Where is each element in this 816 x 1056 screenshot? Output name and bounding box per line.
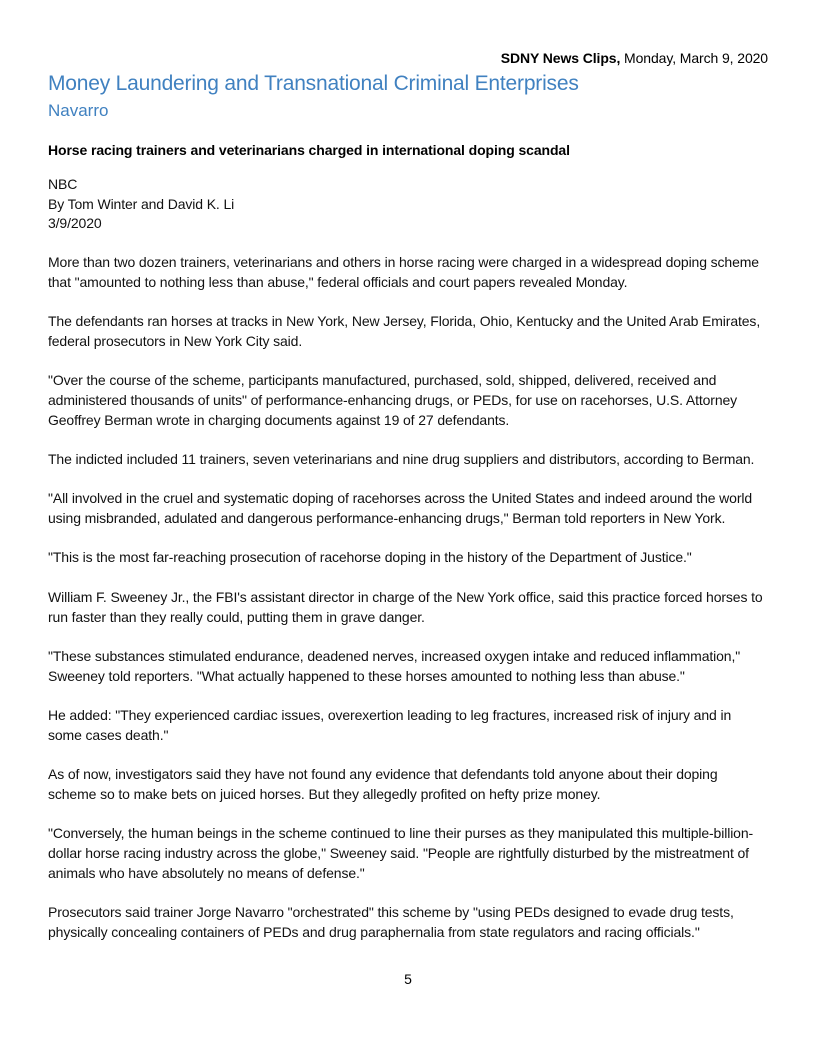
section-subtitle: Navarro	[48, 101, 109, 120]
page-footer	[0, 971, 816, 987]
article-paragraph: "Over the course of the scheme, participants manufactured, purchased, sold, shipped, delivered, received and administered thousands of units" of performance-enhancing drugs, or PEDs, for use on racehorses, U.S. Attorney Geoffrey Berman wrote in charging documents against 19 of 27 defendants.	[48, 372, 738, 428]
article-meta	[48, 175, 768, 234]
article-paragraph: The indicted included 11 trainers, seven veterinarians and nine drug suppliers and distributors, according to Berman.	[48, 450, 755, 467]
article-paragraph: "This is the most far-reaching prosecution of racehorse doping in the history of the Department of Justice."	[48, 549, 692, 566]
article-paragraph: Prosecutors said trainer Jorge Navarro "orchestrated" this scheme by "using PEDs designed to evade drug tests, physically concealing containers of PEDs and drug paraphernalia from state regulators and racing officials."	[48, 904, 734, 940]
article-paragraph: As of now, investigators said they have not found any evidence that defendants told anyone about their doping scheme so to make bets on juiced horses. But they allegedly profited on hefty prize money.	[48, 766, 718, 802]
document-content	[48, 0, 768, 962]
page-number: 5	[404, 971, 412, 987]
article-paragraph: William F. Sweeney Jr., the FBI's assistant director in charge of the New York office, said this practice forced horses to run faster than they really could, putting them in grave danger.	[48, 588, 763, 625]
article-paragraph: He added: "They experienced cardiac issues, overexertion leading to leg fractures, increased risk of injury and in some cases death."	[48, 707, 732, 743]
article-paragraph: More than two dozen trainers, veterinarians and others in horse racing were charged in a widespread doping scheme that "amounted to nothing less than abuse," federal officials and court papers revealed Monday.	[48, 254, 759, 290]
article-paragraph: "These substances stimulated endurance, deadened nerves, increased oxygen intake and reduced inflammation," Sweeney told reporters. "What actually happened to these horses amounted to nothing less than abuse."	[48, 647, 741, 684]
article	[48, 140, 768, 942]
article-paragraph: The defendants ran horses at tracks in New York, New Jersey, Florida, Ohio, Kentucky and the United Arab Emirates, federal prosecutors in New York City said.	[48, 313, 761, 349]
document-header	[48, 49, 768, 67]
section-title: Money Laundering and Transnational Criminal Enterprises	[48, 72, 579, 95]
article-body	[48, 253, 768, 942]
article-source: NBC	[48, 176, 78, 192]
header-publication-title: SDNY News Clips,	[500, 50, 621, 66]
article-date: 3/9/2020	[48, 215, 102, 231]
article-paragraph: "All involved in the cruel and systematic doping of racehorses across the United States and indeed around the world using misbranded, adulated and dangerous performance-enhancing drugs," Berman told reporters in New York.	[48, 490, 753, 527]
article-byline: By Tom Winter and David K. Li	[48, 195, 235, 212]
article-paragraph: "Conversely, the human beings in the scheme continued to line their purses as they manipulated this multiple-billion-dollar horse racing industry across the globe," Sweeney said. "People are rightfully disturbed by the mistreatment of animals who have absolutely no means of defense."	[48, 825, 754, 881]
article-headline: Horse racing trainers and veterinarians charged in international doping scandal	[48, 142, 570, 158]
header-date: Monday, March 9, 2020	[620, 50, 768, 66]
